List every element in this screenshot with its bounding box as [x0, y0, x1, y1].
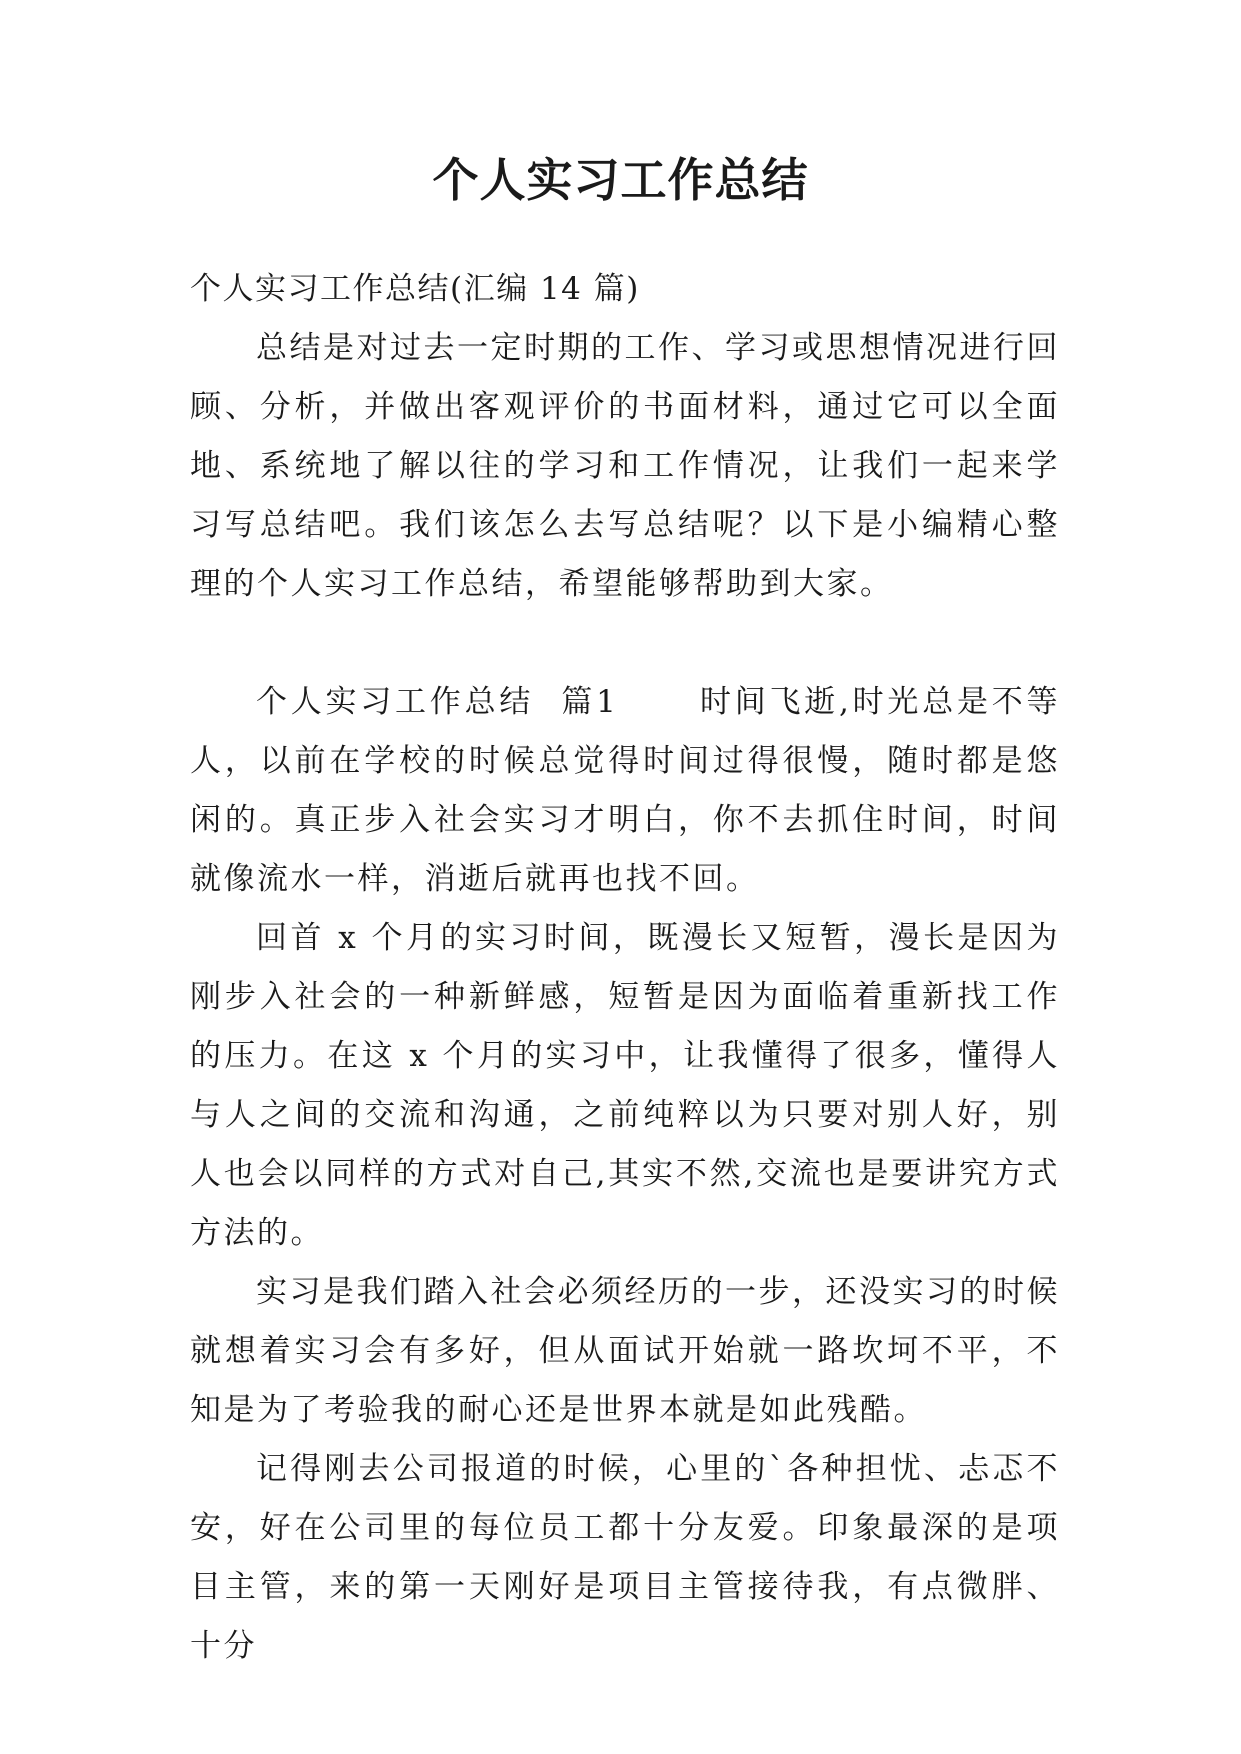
- intro-paragraph: 总结是对过去一定时期的工作、学习或思想情况进行回顾、分析，并做出客观评价的书面材料，通过它可以全面地、系统地了解以往的学习和工作情况，让我们一起来学习写总结吧。我们该怎么去写总结呢？以下是小编精心整理的个人实习工作总结，希望能够帮助到大家。: [190, 330, 1060, 602]
- document-body: [190, 260, 1060, 1676]
- document-subtitle: 个人实习工作总结(汇编 14 篇): [190, 271, 640, 307]
- body-paragraph: 记得刚去公司报道的时候，心里的`各种担忧、忐忑不安，好在公司里的每位员工都十分友爱。印象最深的是项目主管，来的第一天刚好是项目主管接待我，有点微胖、十分: [190, 1451, 1060, 1664]
- body-paragraph: 实习是我们踏入社会必须经历的一步，还没实习的时候就想着实习会有多好，但从面试开始就一路坎坷不平，不知是为了考验我的耐心还是世界本就是如此残酷。: [190, 1274, 1060, 1428]
- page-title: 个人实习工作总结: [432, 153, 809, 207]
- section-1-paragraph: 个人实习工作总结 篇1 时间飞逝,时光总是不等人，以前在学校的时候总觉得时间过得很慢，随时都是悠闲的。真正步入社会实习才明白，你不去抓住时间，时间就像流水一样，消逝后就再也找不回。: [190, 684, 1060, 897]
- body-paragraph: 回首 x 个月的实习时间，既漫长又短暂，漫长是因为刚步入社会的一种新鲜感，短暂是因为面临着重新找工作的压力。在这 x 个月的实习中，让我懂得了很多，懂得人与人之间的交流和沟通，之前纯粹以为只要对别人好，别人也会以同样的方式对自己,其实不然,交流也是要讲究方式方法的。: [190, 920, 1060, 1251]
